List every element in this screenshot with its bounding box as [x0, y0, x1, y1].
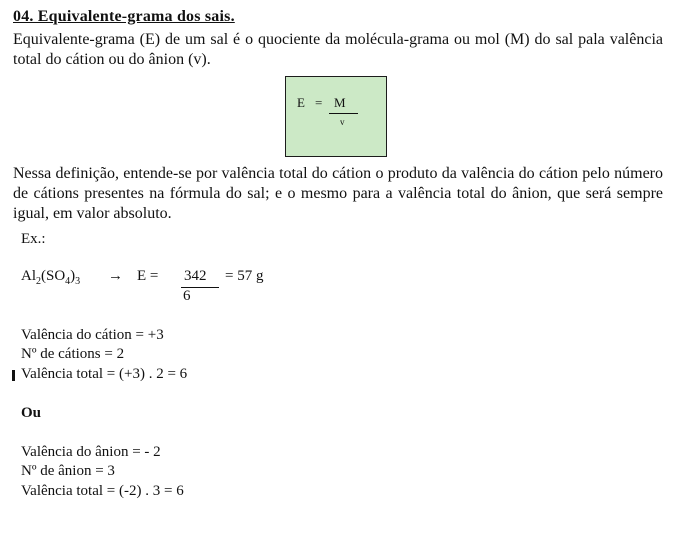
cation-valence-line: Valência do cátion = +3	[21, 327, 164, 343]
anion-valence-line: Valência do ânion = - 2	[21, 444, 161, 460]
salt-al: Al	[21, 268, 36, 284]
salt-so4-open: (SO	[41, 268, 66, 284]
or-label: Ou	[21, 405, 42, 421]
example-result: = 57 g	[225, 268, 264, 284]
section-title: 04. Equivalente-grama dos sais.	[13, 8, 235, 25]
salt-so4-close: )	[70, 268, 76, 284]
cation-count-line: Nº de cátions = 2	[21, 346, 125, 362]
text-cursor-icon	[12, 370, 15, 381]
formula-box	[285, 76, 387, 157]
formula-lhs: E	[297, 95, 305, 110]
explanation-paragraph: Nessa definição, entende-se por valência total do cátion o produto da valência do cátion pelo número de cátions presentes na fórmula do sal; e o mesmo para a valência total do ânion, que será sempre igual, em valor absoluto.	[13, 165, 663, 222]
anion-count-line: Nº de ânion = 3	[21, 463, 115, 479]
formula-equals: =	[315, 95, 323, 110]
salt-so4-subscript: 4	[65, 276, 71, 287]
example-numerator: 342	[184, 268, 207, 284]
example-label: Ex.:	[21, 231, 46, 247]
salt-paren-subscript: 3	[75, 276, 81, 287]
example-lhs: E =	[137, 268, 159, 284]
formula-fraction-bar	[329, 113, 358, 114]
salt-al-subscript: 2	[36, 276, 41, 287]
salt-formula	[21, 268, 80, 285]
formula-denominator: v	[340, 117, 345, 127]
anion-total-line: Valência total = (-2) . 3 = 6	[21, 483, 184, 499]
definition-paragraph: Equivalente-grama (E) de um sal é o quociente da molécula-grama ou mol (M) do sal pala valência total do cátion ou do ânion (v).	[13, 31, 663, 68]
example-denominator: 6	[183, 288, 191, 304]
formula-numerator: M	[334, 95, 346, 110]
cation-total-line: Valência total = (+3) . 2 = 6	[21, 366, 188, 382]
arrow-icon: →	[108, 268, 123, 284]
